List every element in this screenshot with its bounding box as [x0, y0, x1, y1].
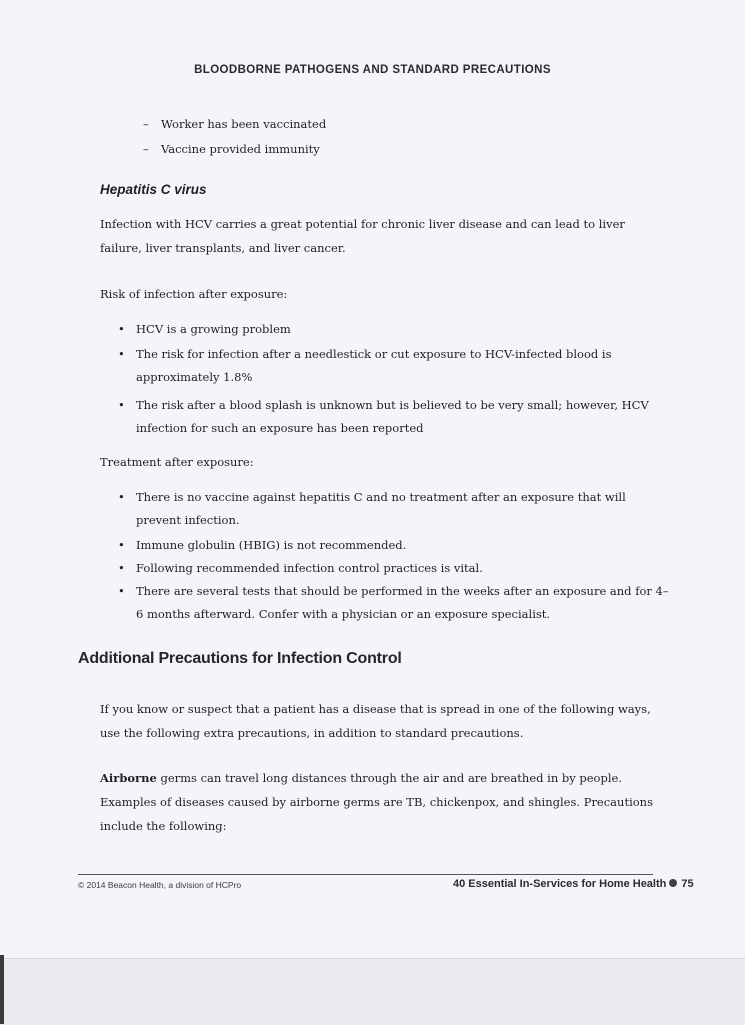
dash-mark: –	[143, 142, 149, 156]
list-item: • There is no vaccine against hepatitis C and no treatment after an exposure that will prevent infection.	[118, 486, 673, 532]
dash-mark: –	[143, 117, 149, 131]
airborne-text: germs can travel long distances through the air and are breathed in by people. Examples of diseases caused by airborne germs are TB, chickenpox, and shingles. Precautions include the following:	[100, 771, 653, 833]
treatment-label: Treatment after exposure:	[100, 455, 254, 469]
bullet-dot-icon	[669, 879, 677, 887]
dash-list-item	[143, 140, 320, 158]
additional-intro-paragraph: If you know or suspect that a patient has a disease that is spread in one of the following ways, use the following extra precautions, in addition to standard precautions.	[100, 702, 651, 740]
dash-item-text: Vaccine provided immunity	[161, 142, 320, 156]
footer-copyright: © 2014 Beacon Health, a division of HCPro	[78, 880, 242, 890]
airborne-term: Airborne	[100, 771, 157, 785]
scanner-bed-margin	[0, 958, 745, 1025]
scanner-edge-shadow	[0, 955, 4, 1024]
footer-divider	[78, 874, 653, 875]
hepatitis-c-heading: Hepatitis C virus	[100, 182, 207, 197]
dash-item-text: Worker has been vaccinated	[161, 117, 327, 131]
list-item: • Following recommended infection control practices is vital.	[118, 557, 673, 580]
risk-label: Risk of infection after exposure:	[100, 287, 288, 301]
risk-list	[118, 318, 673, 440]
dash-list-item	[143, 115, 326, 133]
list-item: • The risk for infection after a needlestick or cut exposure to HCV-infected blood is approximately 1.8%	[118, 343, 673, 389]
list-item: • HCV is a growing problem	[118, 318, 673, 341]
list-item: • There are several tests that should be performed in the weeks after an exposure and for 4–6 months afterward. Confer with a physician or an exposure specialist.	[118, 580, 673, 626]
page-number: 75	[681, 878, 694, 890]
airborne-paragraph	[100, 766, 665, 838]
list-item: • Immune globulin (HBIG) is not recommended.	[118, 534, 673, 557]
hcv-intro-paragraph: Infection with HCV carries a great potential for chronic liver disease and can lead to liver failure, liver transplants, and liver cancer.	[100, 217, 625, 255]
list-item: • The risk after a blood splash is unknown but is believed to be very small; however, HCV infection for such an exposure has been reported	[118, 394, 673, 440]
running-header: BLOODBORNE PATHOGENS AND STANDARD PRECAUTIONS	[194, 64, 551, 76]
additional-precautions-heading: Additional Precautions for Infection Control	[78, 650, 402, 667]
treatment-list	[118, 486, 673, 626]
footer-page-info	[453, 878, 694, 890]
book-title: 40 Essential In-Services for Home Health	[453, 878, 667, 890]
